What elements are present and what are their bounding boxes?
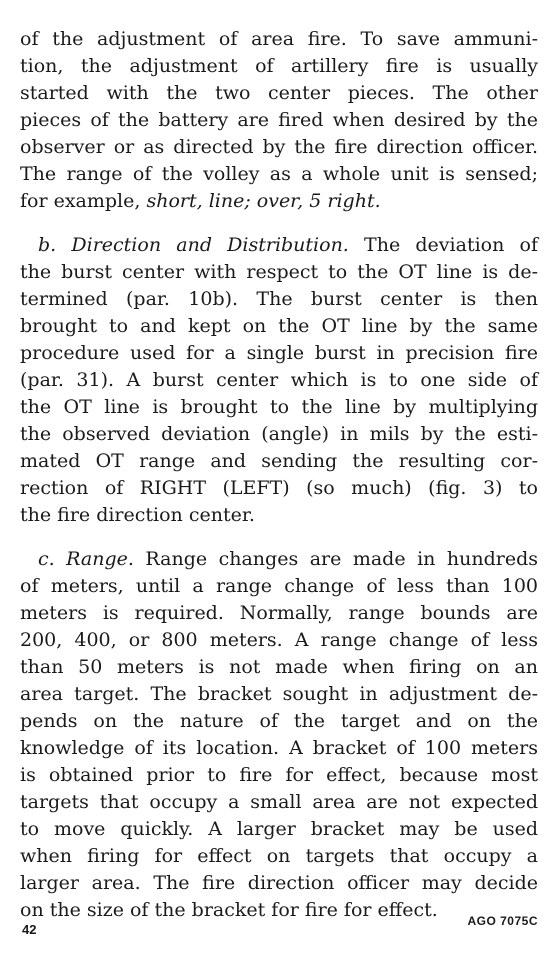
text-line: area target. The bracket sought in adjustment de- — [20, 683, 538, 705]
text-line: targets that occupy a small area are not expected — [20, 791, 538, 813]
paragraph-direction-distribution — [20, 232, 538, 529]
text-segment: Range changes are made in hundreds — [133, 548, 538, 570]
paragraph-range — [20, 546, 538, 924]
text-line: pends on the nature of the target and on the — [20, 710, 538, 732]
text-line: started with the two center pieces. The other — [20, 82, 538, 104]
text-line: the OT line is brought to the line by multiplying — [20, 396, 538, 418]
text-line: tion, the adjustment of artillery fire is usually — [20, 55, 538, 77]
text-segment: for example, — [20, 190, 147, 212]
text-line — [20, 546, 538, 573]
text-line: procedure used for a single burst in precision fire — [20, 342, 538, 364]
section-heading-b: b. Direction and Distribution. — [38, 234, 349, 256]
text-line: of meters, until a range change of less than 100 — [20, 575, 538, 597]
text-line: the observed deviation (angle) in mils by the esti- — [20, 423, 538, 445]
page-number: 42 — [22, 922, 37, 937]
page-body — [20, 26, 538, 924]
text-line: rection of RIGHT (LEFT) (so much) (fig. 3) to — [20, 477, 538, 499]
section-heading-c: c. Range. — [38, 548, 134, 570]
text-line: observer or as directed by the fire direction officer. — [20, 136, 538, 158]
text-line: brought to and kept on the OT line by the same — [20, 315, 538, 337]
text-line: when firing for effect on targets that occupy a — [20, 845, 538, 867]
text-line: The range of the volley as a whole unit is sensed; — [20, 163, 538, 185]
text-line: to move quickly. A larger bracket may be used — [20, 818, 538, 840]
text-segment: The deviation of — [348, 234, 538, 256]
text-line: on the size of the bracket for fire for effect. — [20, 899, 438, 921]
italic-example: short, line; over, 5 right. — [146, 190, 381, 212]
text-line — [20, 188, 538, 215]
text-line: than 50 meters is not made when firing on an — [20, 656, 538, 678]
page-footer — [20, 914, 538, 938]
text-line: termined (par. 10b). The burst center is then — [20, 288, 538, 310]
paragraph-area-fire — [20, 26, 538, 215]
text-line: (par. 31). A burst center which is to one side of — [20, 369, 538, 391]
document-code: AGO 7075C — [467, 914, 538, 928]
text-line: the burst center with respect to the OT line is de- — [20, 261, 538, 283]
text-line: pieces of the battery are fired when desired by the — [20, 109, 538, 131]
text-line: of the adjustment of area fire. To save ammuni- — [20, 28, 538, 50]
text-line: 200, 400, or 800 meters. A range change of less — [20, 629, 538, 651]
text-line: meters is required. Normally, range bounds are — [20, 602, 538, 624]
text-line: the fire direction center. — [20, 504, 255, 526]
text-line: mated OT range and sending the resulting cor- — [20, 450, 538, 472]
text-line: is obtained prior to fire for effect, because most — [20, 764, 538, 786]
text-line — [20, 232, 538, 259]
text-line: knowledge of its location. A bracket of 100 meters — [20, 737, 538, 759]
text-line: larger area. The fire direction officer may decide — [20, 872, 538, 894]
